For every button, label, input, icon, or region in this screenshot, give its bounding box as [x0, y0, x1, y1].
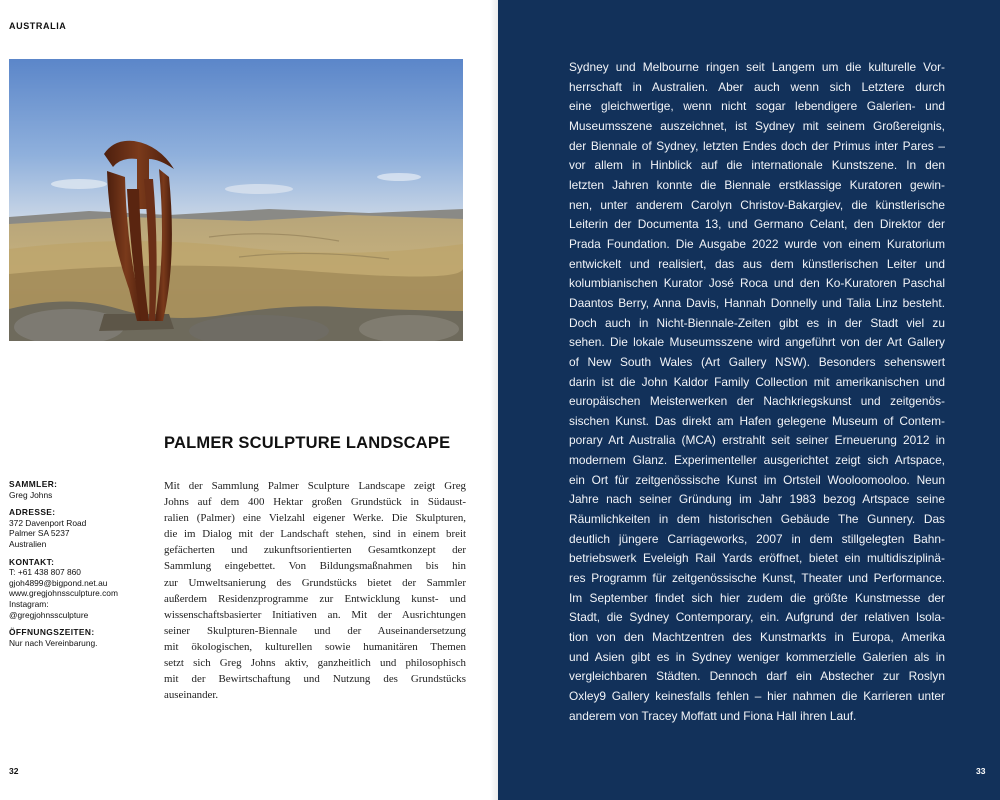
text-line: Im September findet sich hier zudem die größte Kunstmesse der [569, 590, 945, 605]
text-line: zur Umweltsanierung des Grundstücks bietet der Sammler [164, 576, 466, 589]
text-line: Oxley9 Gallery keinesfalls fehlen – hier nahmen die Karrieren unter [569, 689, 945, 703]
text-line: modernem Glanz. Experimenteller ausgerichtet zeigt sich Artspace, [569, 453, 945, 468]
sidebar-label: ÖFFNUNGSZEITEN: [9, 627, 95, 638]
text-line: betriebswerk Eveleigh Rail Yards eröffnet, bietet ein multidisziplinä- [569, 551, 945, 566]
sculpture-photo [9, 59, 463, 341]
website-link: www.gregjohnssculpture.com [9, 588, 118, 599]
text-line: res Programm für zeitgenössische Kunst, Theater und Performance. [569, 571, 945, 586]
text-line: darin ist die John Kaldor Family Collection mit amerikanischen und [569, 374, 945, 389]
text-line: Johns auf dem 400 Hektar großen Grundstück in Südaust- [164, 496, 466, 509]
running-head: AUSTRALIA [9, 21, 67, 31]
text-line: entwickelt und realisiert, das aus dem künstlerischen Leiter und [569, 256, 945, 271]
sidebar-value: Palmer SA 5237 [9, 528, 70, 539]
text-line: und Asien gibt es in Sydney weniger kommerzielle Galerien als in [569, 649, 945, 664]
text-line: vor allem in Hinblick auf die internationale Kunstszene. In den [569, 158, 945, 173]
text-line: gefächerten und zukunftsorientierten Gesamtkonzept der [164, 544, 466, 557]
article-title: PALMER SCULPTURE LANDSCAPE [164, 434, 451, 452]
text-line: sischen Kunst. Das direkt am Hafen gelegene Museum of Contem- [569, 413, 945, 428]
text-line: nen, unter anderem Carolyn Christov-Bakargiev, die künstlerische [569, 197, 945, 212]
text-line: Stadt, die Sydney Contemporary, ein. Aufgrund der relativen Isola- [569, 610, 945, 625]
text-line: Daantos Berry, Anna Davis, Hannah Donnelly und Talia Linz besteht. [569, 295, 945, 310]
text-line: Sydney und Melbourne ringen seit Langem um die kulturelle Vor- [569, 60, 945, 74]
sidebar-label: KONTAKT: [9, 556, 55, 567]
text-line: Jahre nach seiner Gründung im Jahr 1983 bezog Artspace seine [569, 492, 945, 507]
sidebar-label: SAMMLER: [9, 479, 58, 489]
text-line: of New South Wales (Art Gallery NSW). Besonders sehenswert [569, 354, 945, 369]
text-line: Doch auch in Nicht-Biennale-Zeiten gibt es in der Stadt viel zu [569, 315, 945, 330]
instagram-handle: @gregjohnssculpture [9, 609, 89, 620]
text-line: auseinander. [164, 689, 219, 702]
sidebar-value: Australien [9, 538, 47, 549]
text-line: wissenschaftsbasierter Initiativen an. Mit der Ausrichtungen [164, 608, 466, 621]
text-line: europäischen Meisterwerken der Nachkriegskunst und zeitgenös- [569, 394, 945, 409]
page-number-right: 33 [976, 766, 986, 776]
text-line: Museumsszene auszeichnet, ist Sydney mit seinem Großereignis, [569, 118, 945, 133]
text-line: ein Ort für zeitgenössische Kunst im Ortsteil Wooloomooloo. Neun [569, 472, 945, 487]
address-block [9, 507, 159, 549]
text-line: porary Art Australia (MCA) erstrahlt seit seiner Erneuerung 2012 in [569, 433, 945, 448]
phone-number: T: +61 438 807 860 [9, 567, 81, 578]
text-line: tion von den Machtzentren des Kunstmarkts in Europa, Amerika [569, 630, 945, 645]
collector-block [9, 479, 159, 500]
text-line: Mit der Sammlung Palmer Sculpture Landscape zeigt Greg [164, 480, 466, 492]
opening-hours-block [9, 627, 159, 648]
sidebar-value: Nur nach Vereinbarung. [9, 637, 98, 648]
text-line: sehen. Die lokale Museumsszene wird angeführt von der Art Gallery [569, 335, 945, 350]
text-line: die im Dialog mit der Landschaft stehen, sind in einem breit [164, 528, 466, 541]
text-line: außerdem Residenzprogramme zur Entwicklung kunst- und [164, 592, 466, 605]
text-line: ralien (Palmer) eine Vielzahl eigener Werke. Die Skulpturen, [164, 512, 466, 525]
email-link: gjoh4899@bigpond.net.au [9, 577, 108, 588]
contact-block [9, 557, 159, 621]
text-line: vergleichbaren Städten. Dennoch darf ein Abstecher zur Roslyn [569, 669, 945, 684]
sidebar-value: Instagram: [9, 598, 49, 609]
sidebar-label: ADRESSE: [9, 507, 56, 518]
text-line: Prada Foundation. Die Ausgabe 2022 wurde von einem Kuratorium [569, 236, 945, 251]
text-line: setzt sich Greg Johns aktiv, ganzheitlich und philosophisch [164, 657, 466, 670]
book-gutter [490, 0, 498, 800]
sidebar-value: 372 Davenport Road [9, 517, 87, 528]
text-line: kolumbianischen Kurator José Roca und den Ko-Kuratoren Paschal [569, 276, 945, 291]
left-page [0, 0, 498, 800]
text-line: mit der Bewirtschaftung und Nutzung des Grundstücks [164, 673, 466, 686]
text-line: eine gleichwertige, wenn nicht sogar lebendigere Galerien- und [569, 99, 945, 114]
text-line: Leiterin der Documenta 13, und Germano Celant, den Direktor der [569, 217, 945, 232]
text-line: Räumlichkeiten in dem historischen Gebäude The Gunnery. Das [569, 512, 945, 527]
text-line: deutlich jüngere Carriageworks, 2007 in dem stillgelegten Bahn- [569, 531, 945, 546]
text-line: der Biennale of Sydney, letzten Endes doch der Primus inter Pares – [569, 138, 945, 153]
text-line: herrschaft in Australien. Aber auch wenn sich Letztere durch [569, 79, 945, 94]
sidebar-value: Greg Johns [9, 489, 53, 500]
article-body [164, 478, 466, 703]
text-line: Sammlung eingebettet. Von Bildungsmaßnahmen bis hin [164, 560, 466, 573]
text-line: anderem von Tracey Moffatt und Fiona Hall ihren Lauf. [569, 708, 857, 723]
text-line: seiner Skulpturen-Biennale und der Auseinandersetzung [164, 624, 466, 637]
text-line: letzten Jahren konnte die Biennale erstklassige Kuratoren gewin- [569, 177, 945, 192]
text-line: mit ökologischen, kulturellen sowie humanitären Themen [164, 640, 466, 653]
right-page-body [569, 58, 945, 726]
info-sidebar [9, 479, 159, 655]
page-number-left: 32 [9, 766, 19, 776]
